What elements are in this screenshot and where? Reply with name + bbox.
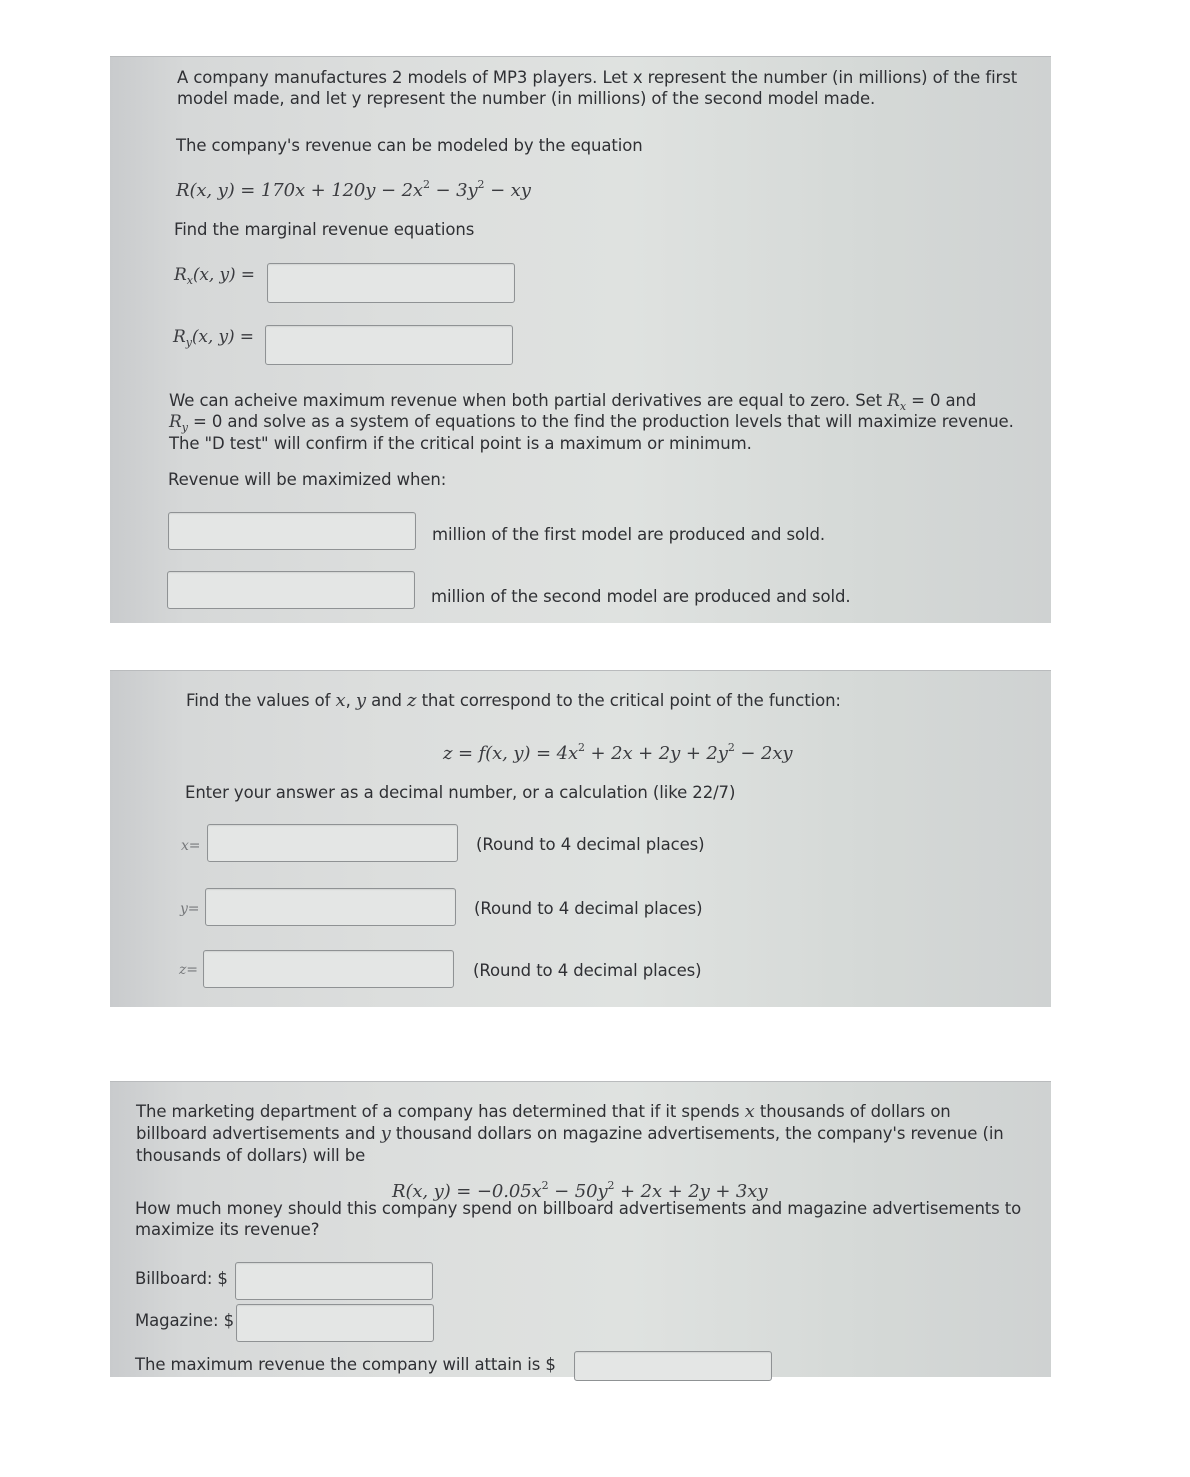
text: Find the values of	[186, 691, 336, 710]
equation-part: − xy	[484, 180, 531, 201]
text: = 0 and solve as a system of equations to the find the production levels that will maximize revenue.	[187, 412, 1014, 431]
marketing-line-1	[136, 1102, 951, 1122]
billboard-input[interactable]	[235, 1262, 433, 1300]
intro-text-line-2: model made, and let y represent the number (in millions) of the second model made.	[177, 89, 876, 108]
marketing-line-3: thousands of dollars) will be	[136, 1146, 366, 1165]
args: (x, y) =	[191, 327, 254, 347]
subscript: x	[186, 274, 193, 287]
exponent: 2	[727, 741, 735, 754]
text: and	[365, 691, 408, 710]
z-label: z=	[179, 962, 198, 978]
problem-3-panel	[110, 1081, 1051, 1377]
exponent: 2	[422, 178, 430, 191]
marketing-line-2	[136, 1124, 1004, 1144]
exponent: 2	[477, 178, 485, 191]
equation-part: − 2xy	[734, 743, 793, 764]
r-symbol: R	[174, 265, 187, 285]
magazine-input[interactable]	[236, 1304, 434, 1342]
r-symbol: R	[173, 327, 186, 347]
text: thousand dollars on magazine advertisements, the company's revenue (in	[390, 1124, 1004, 1143]
marginal-prompt: Find the marginal revenue equations	[174, 220, 475, 239]
maximized-prompt: Revenue will be maximized when:	[168, 470, 447, 489]
ry-label	[173, 327, 254, 353]
y-input[interactable]	[205, 888, 456, 926]
intro-text-line-1: A company manufactures 2 models of MP3 players. Let x represent the number (in millions) of the first	[177, 68, 1018, 87]
var-y: y	[380, 1123, 391, 1144]
r-symbol: R	[887, 391, 900, 411]
equation-part: z = f(x, y) = 4x	[443, 743, 579, 764]
equation-part: − 50y	[548, 1181, 608, 1202]
text: = 0 and	[905, 391, 977, 410]
problem-1-panel	[110, 56, 1051, 623]
max-revenue-label: The maximum revenue the company will attain is $	[135, 1355, 556, 1374]
question-line-1: How much money should this company spend on billboard advertisements and magazine advertisements to	[135, 1199, 1022, 1218]
explain-line-3: The "D test" will confirm if the critical point is a maximum or minimum.	[169, 434, 752, 453]
var-z: z	[407, 690, 417, 711]
text: The marketing department of a company has determined that if it spends	[136, 1102, 745, 1121]
equation-part: − 3y	[429, 180, 478, 201]
text: thousands of dollars on	[754, 1102, 951, 1121]
exponent: 2	[541, 1179, 549, 1192]
rx-input[interactable]	[267, 263, 515, 303]
x-label: x=	[181, 838, 201, 854]
rx-label	[174, 265, 255, 291]
function-equation	[443, 738, 792, 764]
problem-2-panel	[110, 670, 1051, 1007]
exponent: 2	[607, 1179, 615, 1192]
text: ,	[345, 691, 356, 710]
var-x: x	[335, 690, 346, 711]
equation-part: R(x, y) = 170x + 120y − 2x	[176, 180, 423, 201]
max-revenue-input[interactable]	[574, 1351, 772, 1381]
question-line-2: maximize its revenue?	[135, 1220, 320, 1239]
answer-instruction: Enter your answer as a decimal number, or a calculation (like 22/7)	[185, 783, 736, 802]
magazine-label: Magazine: $	[135, 1311, 234, 1330]
z-input[interactable]	[203, 950, 454, 988]
first-model-input[interactable]	[168, 512, 416, 550]
subscript: y	[185, 336, 192, 349]
x-round-hint: (Round to 4 decimal places)	[476, 835, 705, 854]
args: (x, y) =	[192, 265, 255, 285]
var-y: y	[355, 690, 366, 711]
y-label: y=	[180, 901, 200, 917]
z-round-hint: (Round to 4 decimal places)	[473, 961, 702, 980]
revenue-equation	[176, 175, 531, 201]
equation-part: + 2x + 2y + 3xy	[614, 1181, 768, 1202]
ry-symbol	[169, 412, 188, 432]
ry-input[interactable]	[265, 325, 513, 365]
equation-part: R(x, y) = −0.05x	[392, 1181, 542, 1202]
billboard-label: Billboard: $	[135, 1269, 228, 1288]
model-text: The company's revenue can be modeled by the equation	[176, 136, 643, 155]
var-x: x	[744, 1101, 755, 1122]
text: that correspond to the critical point of the function:	[416, 691, 841, 710]
critical-point-prompt	[186, 691, 841, 711]
subscript: x	[899, 400, 906, 413]
second-model-suffix: million of the second model are produced and sold.	[431, 587, 851, 606]
exponent: 2	[578, 741, 585, 754]
x-input[interactable]	[207, 824, 458, 862]
r-symbol: R	[169, 412, 182, 432]
text: billboard advertisements and	[136, 1124, 381, 1143]
text: We can acheive maximum revenue when both partial derivatives are equal to zero. Set	[169, 391, 888, 410]
y-round-hint: (Round to 4 decimal places)	[474, 899, 703, 918]
first-model-suffix: million of the first model are produced and sold.	[432, 525, 825, 544]
subscript: y	[181, 421, 188, 434]
equation-part: + 2x + 2y + 2y	[584, 743, 728, 764]
rx-symbol	[887, 391, 906, 411]
second-model-input[interactable]	[167, 571, 415, 609]
